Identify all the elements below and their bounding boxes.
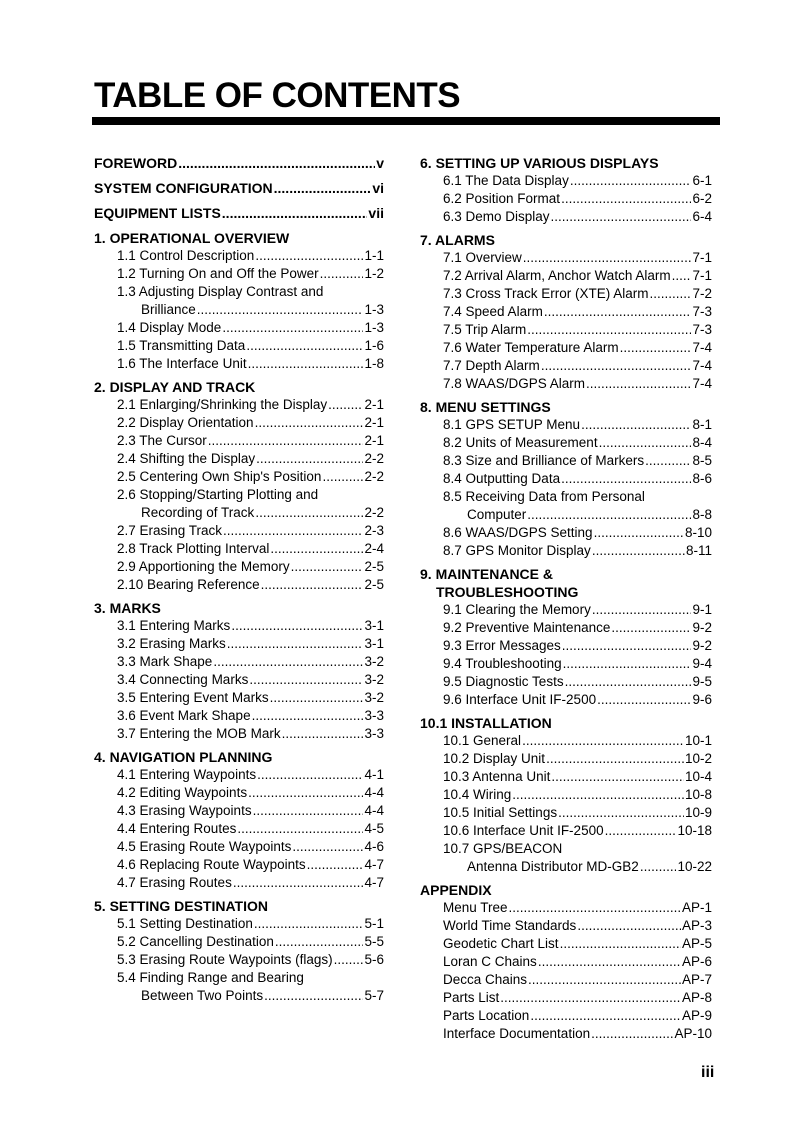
- toc-entry[interactable]: 3.1 Entering Marks ..... 3-1: [94, 617, 384, 635]
- toc-entry[interactable]: 6.1 The Data Display ..... 6-1: [420, 172, 712, 190]
- section-heading[interactable]: 1. OPERATIONAL OVERVIEW: [94, 230, 290, 246]
- toc-section-1: [94, 229, 384, 373]
- section-heading[interactable]: 10.1 INSTALLATION: [420, 715, 552, 731]
- section-heading[interactable]: 2. DISPLAY AND TRACK: [94, 379, 256, 395]
- toc-entry[interactable]: 4.2 Editing Waypoints ..... 4-4: [94, 784, 384, 802]
- section-heading[interactable]: 8. MENU SETTINGS: [420, 399, 551, 415]
- page-title: TABLE OF CONTENTS: [94, 76, 461, 115]
- toc-section-8: [420, 398, 712, 560]
- toc-entry[interactable]: 7.4 Speed Alarm ..... 7-3: [420, 303, 712, 321]
- toc-entry[interactable]: 8.6 WAAS/DGPS Setting ..... 8-10: [420, 524, 712, 542]
- toc-entry[interactable]: 8.7 GPS Monitor Display ..... 8-11: [420, 542, 712, 560]
- title-rule: [92, 117, 720, 125]
- toc-entry[interactable]: Recording of Track ..... 2-2: [94, 504, 384, 522]
- toc-section-6: [420, 154, 712, 226]
- toc-entry[interactable]: 10.2 Display Unit ..... 10-2: [420, 750, 712, 768]
- toc-entry[interactable]: 7.8 WAAS/DGPS Alarm ..... 7-4: [420, 375, 712, 393]
- page-number: iii: [701, 1064, 715, 1081]
- toc-section-9: [420, 565, 712, 709]
- toc-entry[interactable]: 2.7 Erasing Track ..... 2-3: [94, 522, 384, 540]
- toc-entry[interactable]: Parts List ..... AP-8: [420, 989, 712, 1007]
- toc-entry[interactable]: 10.3 Antenna Unit ..... 10-4: [420, 768, 712, 786]
- toc-entry[interactable]: 2.2 Display Orientation ..... 2-1: [94, 414, 384, 432]
- toc-entry[interactable]: 8.2 Units of Measurement ..... 8-4: [420, 434, 712, 452]
- toc-entry[interactable]: Brilliance ..... 1-3: [94, 301, 384, 319]
- toc-entry-foreword[interactable]: FOREWORD ..... v: [94, 154, 384, 172]
- section-heading[interactable]: 4. NAVIGATION PLANNING: [94, 749, 273, 765]
- toc-left-column: [94, 154, 384, 1010]
- toc-entry[interactable]: 2.6 Stopping/Starting Plotting and: [117, 487, 319, 502]
- toc-entry[interactable]: 9.5 Diagnostic Tests ..... 9-5: [420, 673, 712, 691]
- toc-entry[interactable]: 9.2 Preventive Maintenance ..... 9-2: [420, 619, 712, 637]
- toc-entry[interactable]: 10.4 Wiring ..... 10-8: [420, 786, 712, 804]
- section-heading[interactable]: APPENDIX: [420, 882, 492, 898]
- section-heading[interactable]: 9. MAINTENANCE &: [420, 566, 554, 582]
- toc-entry[interactable]: 8.5 Receiving Data from Personal: [443, 489, 645, 504]
- toc-section-10: [420, 714, 712, 876]
- toc-entry[interactable]: 3.7 Entering the MOB Mark ..... 3-3: [94, 725, 384, 743]
- toc-entry[interactable]: 2.3 The Cursor ..... 2-1: [94, 432, 384, 450]
- toc-entry[interactable]: 2.1 Enlarging/Shrinking the Display ..... 2-1: [94, 396, 384, 414]
- toc-entry[interactable]: 7.5 Trip Alarm ..... 7-3: [420, 321, 712, 339]
- toc-entry[interactable]: 4.1 Entering Waypoints ..... 4-1: [94, 766, 384, 784]
- toc-entry[interactable]: Interface Documentation ..... AP-10: [420, 1025, 712, 1043]
- toc-entry[interactable]: 1.5 Transmitting Data ..... 1-6: [94, 337, 384, 355]
- toc-entry[interactable]: 5.4 Finding Range and Bearing: [117, 970, 304, 985]
- toc-entry[interactable]: Parts Location ..... AP-9: [420, 1007, 712, 1025]
- section-heading[interactable]: 3. MARKS: [94, 600, 161, 616]
- toc-entry[interactable]: 9.6 Interface Unit IF-2500 ..... 9-6: [420, 691, 712, 709]
- toc-entry[interactable]: 10.6 Interface Unit IF-2500 ..... 10-18: [420, 822, 712, 840]
- toc-entry[interactable]: Between Two Points ..... 5-7: [94, 987, 384, 1005]
- toc-entry[interactable]: 2.4 Shifting the Display ..... 2-2: [94, 450, 384, 468]
- toc-section-7: [420, 231, 712, 393]
- toc-section-2: [94, 378, 384, 594]
- toc-entry[interactable]: 3.5 Entering Event Marks ..... 3-2: [94, 689, 384, 707]
- toc-entry[interactable]: 3.2 Erasing Marks ..... 3-1: [94, 635, 384, 653]
- toc-entry[interactable]: 2.10 Bearing Reference ..... 2-5: [94, 576, 384, 594]
- toc-entry[interactable]: 4.6 Replacing Route Waypoints ..... 4-7: [94, 856, 384, 874]
- toc-entry[interactable]: 10.5 Initial Settings ..... 10-9: [420, 804, 712, 822]
- toc-entry[interactable]: Menu Tree ..... AP-1: [420, 899, 712, 917]
- toc-entry[interactable]: 8.1 GPS SETUP Menu ..... 8-1: [420, 416, 712, 434]
- toc-entry[interactable]: 1.2 Turning On and Off the Power ..... 1-2: [94, 265, 384, 283]
- toc-entry[interactable]: 4.4 Entering Routes ..... 4-5: [94, 820, 384, 838]
- section-heading[interactable]: 5. SETTING DESTINATION: [94, 898, 268, 914]
- toc-entry[interactable]: 4.7 Erasing Routes ..... 4-7: [94, 874, 384, 892]
- toc-entry[interactable]: 6.2 Position Format ..... 6-2: [420, 190, 712, 208]
- toc-entry[interactable]: Antenna Distributor MD-GB2 ..... 10-22: [420, 858, 712, 876]
- toc-section-3: [94, 599, 384, 743]
- toc-entry[interactable]: 2.9 Apportioning the Memory ..... 2-5: [94, 558, 384, 576]
- toc-entry[interactable]: Geodetic Chart List ..... AP-5: [420, 935, 712, 953]
- toc-entry[interactable]: 5.3 Erasing Route Waypoints (flags) ..... 5-6: [94, 951, 384, 969]
- toc-entry[interactable]: 7.3 Cross Track Error (XTE) Alarm ..... 7-2: [420, 285, 712, 303]
- toc-section-4: [94, 748, 384, 892]
- toc-entry-equipment-lists[interactable]: EQUIPMENT LISTS ..... vii: [94, 204, 384, 222]
- toc-section-5: [94, 897, 384, 1005]
- toc-entry[interactable]: Computer ..... 8-8: [420, 506, 712, 524]
- toc-entry[interactable]: 9.3 Error Messages ..... 9-2: [420, 637, 712, 655]
- section-heading-continued[interactable]: TROUBLESHOOTING: [436, 584, 579, 600]
- toc-entry[interactable]: 9.1 Clearing the Memory ..... 9-1: [420, 601, 712, 619]
- toc-entry-system-configuration[interactable]: SYSTEM CONFIGURATION ..... vi: [94, 179, 384, 197]
- toc-entry[interactable]: 1.4 Display Mode ..... 1-3: [94, 319, 384, 337]
- toc-entry[interactable]: 3.6 Event Mark Shape ..... 3-3: [94, 707, 384, 725]
- toc-entry[interactable]: 8.4 Outputting Data ..... 8-6: [420, 470, 712, 488]
- toc-entry[interactable]: 2.8 Track Plotting Interval ..... 2-4: [94, 540, 384, 558]
- toc-entry[interactable]: Decca Chains ..... AP-7: [420, 971, 712, 989]
- section-heading[interactable]: 6. SETTING UP VARIOUS DISPLAYS: [420, 155, 659, 171]
- toc-entry[interactable]: 3.3 Mark Shape ..... 3-2: [94, 653, 384, 671]
- toc-entry[interactable]: Loran C Chains ..... AP-6: [420, 953, 712, 971]
- toc-entry[interactable]: 10.1 General ..... 10-1: [420, 732, 712, 750]
- toc-entry[interactable]: 7.7 Depth Alarm ..... 7-4: [420, 357, 712, 375]
- toc-section-appendix: [420, 881, 712, 1043]
- toc-entry[interactable]: 7.6 Water Temperature Alarm ..... 7-4: [420, 339, 712, 357]
- toc-entry[interactable]: 1.1 Control Description ..... 1-1: [94, 247, 384, 265]
- section-heading[interactable]: 7. ALARMS: [420, 232, 495, 248]
- toc-entry[interactable]: 5.1 Setting Destination ..... 5-1: [94, 915, 384, 933]
- toc-entry[interactable]: 10.7 GPS/BEACON: [443, 841, 563, 856]
- toc-entry[interactable]: 5.2 Cancelling Destination ..... 5-5: [94, 933, 384, 951]
- toc-entry[interactable]: World Time Standards ..... AP-3: [420, 917, 712, 935]
- toc-entry[interactable]: 7.2 Arrival Alarm, Anchor Watch Alarm ..... 7-1: [420, 267, 712, 285]
- toc-entry[interactable]: 4.3 Erasing Waypoints ..... 4-4: [94, 802, 384, 820]
- toc-entry[interactable]: 6.3 Demo Display ..... 6-4: [420, 208, 712, 226]
- toc-entry[interactable]: 2.5 Centering Own Ship's Position ..... 2-2: [94, 468, 384, 486]
- toc-entry[interactable]: 3.4 Connecting Marks ..... 3-2: [94, 671, 384, 689]
- toc-entry[interactable]: 9.4 Troubleshooting ..... 9-4: [420, 655, 712, 673]
- toc-entry[interactable]: 1.6 The Interface Unit ..... 1-8: [94, 355, 384, 373]
- toc-entry[interactable]: 1.3 Adjusting Display Contrast and: [117, 284, 324, 299]
- toc-entry[interactable]: 4.5 Erasing Route Waypoints ..... 4-6: [94, 838, 384, 856]
- toc-entry[interactable]: 7.1 Overview ..... 7-1: [420, 249, 712, 267]
- toc-entry[interactable]: 8.3 Size and Brilliance of Markers ..... 8-5: [420, 452, 712, 470]
- toc-right-column: [420, 154, 712, 1048]
